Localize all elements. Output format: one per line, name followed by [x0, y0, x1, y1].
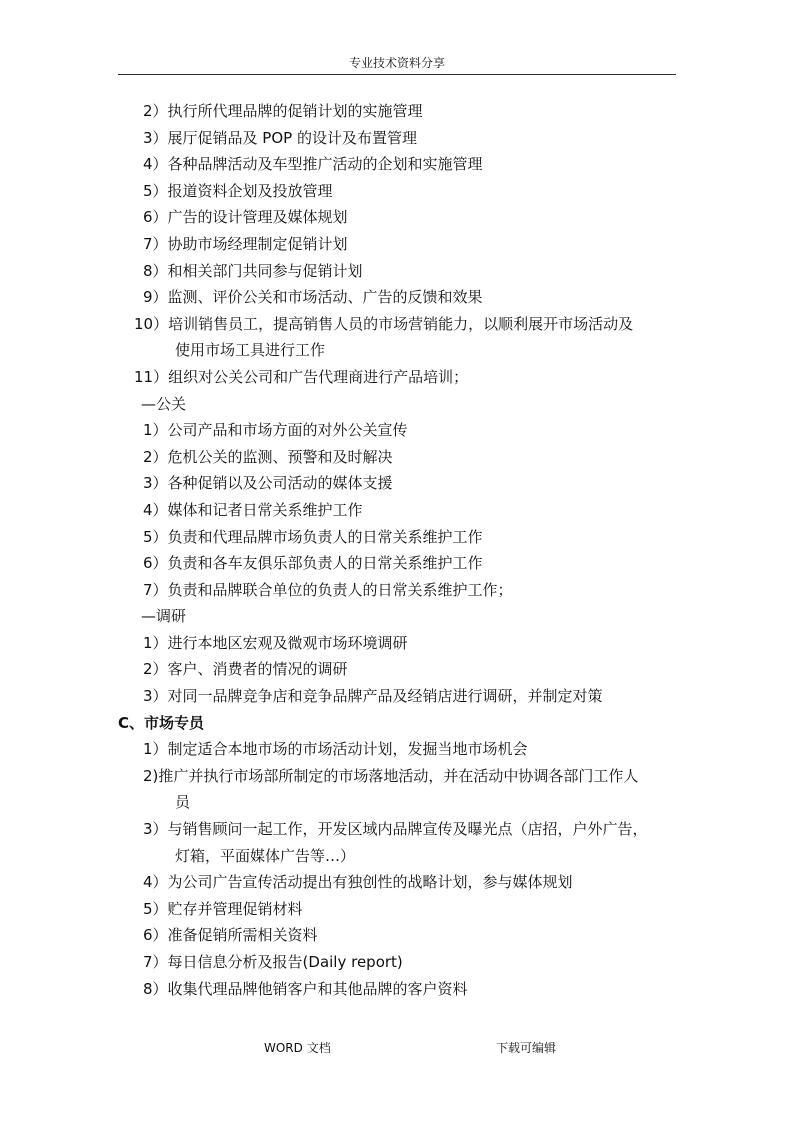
- list-item-continuation: 灯箱，平面媒体广告等…）: [175, 846, 356, 865]
- list-item: 2）客户、消费者的情况的调研: [143, 660, 348, 679]
- list-item: 2)推广并执行市场部所制定的市场落地活动，并在活动中协调各部门工作人: [143, 766, 639, 785]
- list-item: 5）报道资料企划及投放管理: [143, 181, 333, 200]
- list-item: 3）对同一品牌竞争店和竞争品牌产品及经销店进行调研，并制定对策: [143, 687, 603, 706]
- footer-left-text: WORD 文档: [264, 1041, 331, 1055]
- list-item: 4）媒体和记者日常关系维护工作: [143, 500, 363, 519]
- list-item: 8）和相关部门共同参与促销计划: [143, 261, 363, 280]
- list-item-continuation: 使用市场工具进行工作: [175, 341, 326, 360]
- list-item: 6）准备促销所需相关资料: [143, 926, 318, 945]
- list-item: 2）危机公关的监测、预警和及时解决: [143, 447, 393, 466]
- list-item: 2）执行所代理品牌的促销计划的实施管理: [143, 102, 423, 120]
- list-item: 9）监测、评价公关和市场活动、广告的反馈和效果: [143, 288, 483, 307]
- list-item: 5）负责和代理品牌市场负责人的日常关系维护工作: [143, 527, 483, 546]
- list-item: 7）每日信息分析及报告(Daily report): [143, 953, 403, 971]
- footer-right-text: 下载可编辑: [496, 1041, 557, 1055]
- list-item: 4）各种品牌活动及车型推广活动的企划和实施管理: [143, 155, 483, 174]
- list-item: 5）贮存并管理促销材料: [143, 899, 303, 918]
- list-item: 10）培训销售员工，提高销售人员的市场营销能力，以顺利展开市场活动及: [134, 314, 634, 333]
- list-item: 6）负责和各车友俱乐部负责人的日常关系维护工作: [143, 554, 483, 573]
- list-item: 7）协助市场经理制定促销计划: [143, 234, 348, 253]
- page-header: [118, 56, 676, 75]
- list-item: 3）各种促销以及公司活动的媒体支援: [143, 474, 393, 493]
- list-item: 3）展厅促销品及 POP 的设计及布置管理: [143, 128, 417, 147]
- list-item: 6）广告的设计管理及媒体规划: [143, 208, 348, 227]
- list-item: 7）负责和品牌联合单位的负责人的日常关系维护工作；: [143, 580, 513, 599]
- section-label: —调研: [141, 607, 187, 626]
- section-label: —公关: [141, 394, 187, 413]
- list-item: 1）公司产品和市场方面的对外公关宣传: [143, 421, 408, 440]
- list-item: 1）制定适合本地市场的市场活动计划，发掘当地市场机会: [143, 740, 528, 759]
- list-item: 8）收集代理品牌他销客户和其他品牌的客户资料: [143, 979, 468, 998]
- header-title: 专业技术资料分享: [348, 56, 445, 70]
- section-heading: C、市场专员: [118, 713, 205, 732]
- list-item-continuation: 员: [175, 793, 191, 812]
- list-item: 1）进行本地区宏观及微观市场环境调研: [143, 633, 408, 652]
- list-item: 4）为公司广告宣传活动提出有独创性的战略计划，参与媒体规划: [143, 873, 573, 892]
- document-body: [118, 98, 678, 1002]
- list-item: 3）与销售顾问一起工作，开发区域内品牌宣传及曝光点（店招，户外广告，: [143, 820, 648, 839]
- list-item: 11）组织对公关公司和广告代理商进行产品培训；: [134, 367, 469, 386]
